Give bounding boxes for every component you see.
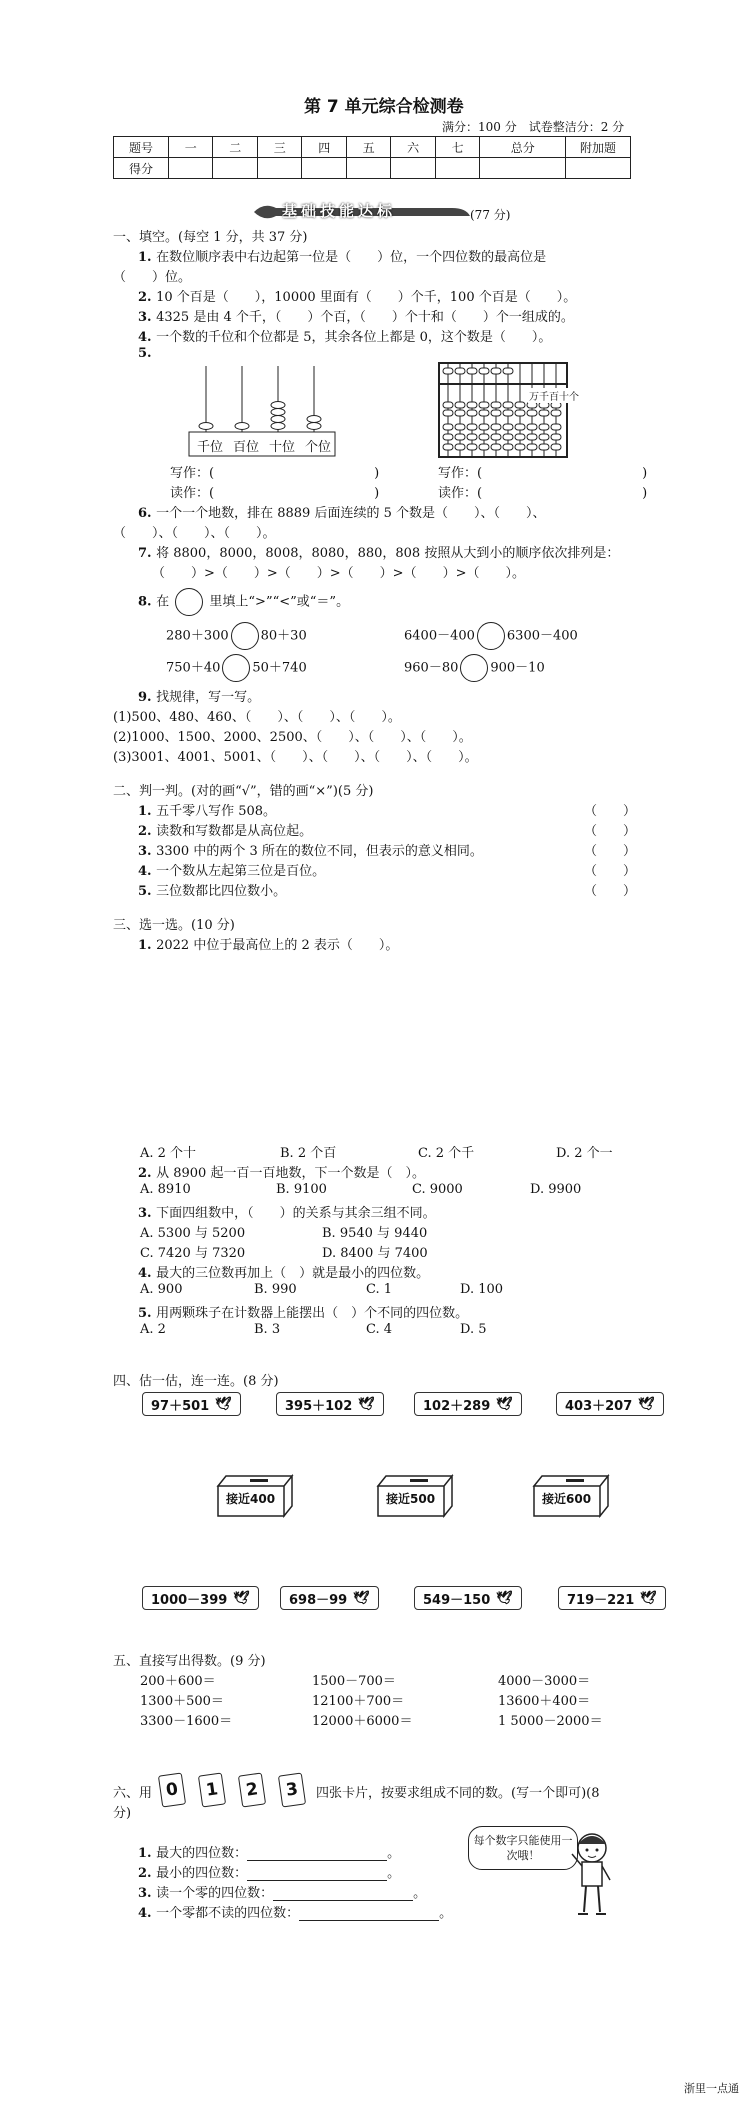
paren-close: ): [642, 466, 648, 481]
answer-line[interactable]: [273, 1886, 413, 1901]
judge-answer[interactable]: （ ）: [584, 804, 637, 819]
score-input-cell[interactable]: [302, 158, 346, 179]
calc-item[interactable]: 1500－700＝: [312, 1674, 396, 1689]
judge-item: 3300 中的两个 3 所在的数位不同，但表示的意义相同。: [156, 844, 483, 859]
score-table-cell: 题号: [114, 137, 169, 158]
banner-text: 基础技能达标: [282, 202, 397, 220]
choice-question: 下面四组数中，（ ）的关系与其余三组不同。: [156, 1206, 436, 1221]
counting-frame-label: 万: [529, 392, 539, 403]
paren-close: ): [642, 486, 648, 501]
question-number: 3.: [138, 1886, 157, 1901]
score-table-header-row: [114, 137, 631, 158]
page-title: 第 7 单元综合检测卷: [304, 97, 464, 117]
score-info: 满分：100 分 试卷整洁分：2 分: [442, 120, 625, 134]
q5-read-left: [170, 482, 379, 501]
choice-option[interactable]: D. 100: [460, 1282, 504, 1297]
estimate-ticket[interactable]: [276, 1392, 384, 1416]
card-question: 最大的四位数：: [156, 1846, 248, 1861]
estimate-ticket[interactable]: [142, 1392, 241, 1416]
score-input-cell[interactable]: [391, 158, 435, 179]
box-slot: [566, 1479, 584, 1482]
q5-write-right: [438, 462, 647, 481]
calc-item[interactable]: 1 5000－2000＝: [498, 1714, 603, 1729]
compare-right: 6300－400: [506, 628, 578, 644]
ticket-label: 395＋102: [285, 1398, 353, 1414]
dove-icon: 🕊: [215, 1396, 232, 1412]
compare-item: [404, 622, 578, 650]
compare-item: [166, 622, 307, 650]
compare-right: 80＋30: [260, 628, 307, 644]
speech-bubble: 每个数字只能使用一次哦！: [468, 1826, 578, 1870]
q1-text-cont: （ ）位。: [113, 270, 192, 285]
q3-text: 4325 是由 4 个千，（ ）个百，（ ）个十和（ ）个一组成的。: [156, 310, 574, 325]
question-number: 3.: [138, 310, 157, 325]
choice-option[interactable]: D. 9900: [530, 1182, 582, 1197]
counting-frame-label: 十: [559, 392, 569, 403]
question-number: 4.: [138, 864, 157, 879]
compare-left: 6400－400: [404, 628, 475, 644]
choice-option[interactable]: C. 9000: [412, 1182, 463, 1197]
section-1-heading: 一、填空。(每空 1 分，共 37 分): [113, 230, 308, 245]
q1-text: 在数位顺序表中右边起第一位是（ ）位，一个四位数的最高位是: [156, 250, 547, 265]
judge-answer[interactable]: （ ）: [584, 864, 637, 879]
q7-text: 将 8800，8000，8008，8080，880，808 按照从大到小的顺序依次排列是：: [156, 546, 620, 561]
compare-right: 900－10: [490, 660, 545, 676]
choice-option[interactable]: A. 5300 与 5200: [140, 1226, 246, 1241]
calc-item[interactable]: 13600＋400＝: [498, 1694, 591, 1709]
dove-icon: 🕊: [496, 1590, 513, 1606]
q5-write-left: [170, 462, 379, 481]
compare-circle-icon: [175, 588, 203, 616]
paren-close: ): [374, 466, 380, 481]
compare-left: 750＋40: [166, 660, 221, 676]
dove-icon: 🕊: [640, 1590, 657, 1606]
write-label: 写作：(: [170, 466, 215, 481]
abacus-bead: [307, 416, 321, 423]
score-table-cell: 总分: [480, 137, 566, 158]
judge-answer[interactable]: （ ）: [584, 844, 637, 859]
abacus-label: 百位: [232, 440, 259, 455]
choice-option[interactable]: C. 1: [366, 1282, 393, 1297]
judge-item: 一个数从左起第三位是百位。: [156, 864, 326, 879]
compare-right: 50＋740: [252, 660, 307, 676]
question-number: 4.: [138, 1266, 157, 1281]
judge-item: 三位数都比四位数小。: [156, 884, 287, 899]
question-number: 6.: [138, 506, 157, 521]
q4-text: 一个数的千位和个位都是 5，其余各位上都是 0，这个数是（ ）。: [156, 330, 552, 345]
question-number: 3.: [138, 1206, 157, 1221]
calc-item[interactable]: 3300－1600＝: [140, 1714, 233, 1729]
compare-circle[interactable]: [231, 622, 259, 650]
dove-icon: 🕊: [358, 1396, 375, 1412]
choice-question: 2022 中位于最高位上的 2 表示（ ）。: [156, 938, 399, 953]
counting-frame-beads: [443, 364, 561, 456]
question-number: 2.: [138, 1866, 157, 1881]
ticket-label: 97＋501: [151, 1398, 210, 1414]
section-2-heading: 二、判一判。(对的画“√”，错的画“×”)(5 分): [113, 784, 374, 799]
abacus-label: 十位: [268, 440, 295, 455]
q9-item: (2)1000、1500、2000、2500、（ ）、（ ）、（ ）。: [113, 730, 472, 745]
counting-frame-figure: [438, 362, 568, 458]
question-number: 9.: [138, 690, 157, 705]
choice-question: 从 8900 起一百一百地数，下一个数是（ ）。: [156, 1166, 425, 1181]
score-table-cell: 附加题: [566, 137, 631, 158]
digit-card: 0: [158, 1772, 186, 1807]
estimate-ticket[interactable]: [142, 1586, 259, 1610]
score-table-cell: 五: [346, 137, 390, 158]
paren-close: ): [374, 486, 380, 501]
calc-item[interactable]: 12000＋6000＝: [312, 1714, 413, 1729]
abacus-bead: [271, 402, 285, 409]
q9-text: 找规律，写一写。: [156, 690, 261, 705]
question-number: 4.: [138, 330, 157, 345]
ticket-label: 102＋289: [423, 1398, 491, 1414]
ticket-label: 1000－399: [151, 1592, 228, 1608]
answer-line[interactable]: [247, 1846, 387, 1861]
estimate-ticket[interactable]: [414, 1586, 522, 1610]
choice-option[interactable]: C. 2 个千: [418, 1146, 475, 1161]
score-input-cell[interactable]: [566, 158, 631, 179]
choice-option[interactable]: D. 8400 与 7400: [322, 1246, 428, 1261]
period: 。: [439, 1906, 453, 1921]
choice-option[interactable]: B. 3: [254, 1322, 281, 1337]
estimate-ticket[interactable]: [414, 1392, 522, 1416]
choice-option[interactable]: D. 5: [460, 1322, 487, 1337]
question-number: 3.: [138, 844, 157, 859]
target-box-label: 接近400: [226, 1492, 276, 1506]
section-4-heading: 四、估一估，连一连。(8 分): [113, 1374, 279, 1389]
counting-frame-label: 个: [569, 392, 579, 403]
q7-text-cont: （ ）>（ ）>（ ）>（ ）>（ ）>（ ）。: [152, 566, 525, 581]
choice-option[interactable]: D. 2 个一: [556, 1146, 613, 1161]
card-question: 最小的四位数：: [156, 1866, 248, 1881]
read-label: 读作：(: [438, 486, 483, 501]
read-label: 读作：(: [170, 486, 215, 501]
digit-card: 2: [238, 1772, 266, 1807]
score-table-cell: 四: [302, 137, 346, 158]
digit-card: 3: [278, 1772, 306, 1807]
abacus-bead: [307, 423, 321, 430]
choice-question: 最大的三位数再加上（ ）就是最小的四位数。: [156, 1266, 430, 1281]
question-number: 1.: [138, 804, 157, 819]
counting-frame-labels: [528, 388, 580, 403]
abacus-bead: [271, 416, 285, 423]
abacus-label: 千位: [196, 440, 223, 455]
abacus-bead: [271, 409, 285, 416]
child-figure-icon: [570, 1830, 614, 1920]
ticket-label: 549－150: [423, 1592, 491, 1608]
judge-item: 五千零八写作 508。: [156, 804, 277, 819]
q9-item: (3)3001、4001、5001、（ ）、（ ）、（ ）、（ ）。: [113, 750, 478, 765]
calc-item[interactable]: 1300＋500＝: [140, 1694, 224, 1709]
write-label: 写作：(: [438, 466, 483, 481]
question-number: 7.: [138, 546, 157, 561]
calc-item[interactable]: 4000－3000＝: [498, 1674, 591, 1689]
score-table-cell: 三: [257, 137, 301, 158]
q5-read-right: [438, 482, 647, 501]
q6-text-cont: （ ）、（ ）、（ ）。: [113, 526, 276, 541]
compare-left: 960－80: [404, 660, 459, 676]
section-6-heading-a: 六、用: [113, 1786, 153, 1801]
counting-frame-label: 百: [549, 392, 559, 403]
estimate-ticket[interactable]: [556, 1392, 664, 1416]
choice-question: 用两颗珠子在计数器上能摆出（ ）个不同的四位数。: [156, 1306, 469, 1321]
section-6-heading-c: 分): [113, 1806, 132, 1821]
score-table-cell: 七: [435, 137, 479, 158]
period: 。: [387, 1846, 401, 1861]
dove-icon: 🕊: [353, 1590, 370, 1606]
calc-item[interactable]: 12100＋700＝: [312, 1694, 405, 1709]
score-table-cell: 一: [169, 137, 213, 158]
abacus-bead: [271, 423, 285, 430]
box-slot: [250, 1479, 268, 1482]
digit-card: 1: [198, 1772, 226, 1807]
estimate-ticket[interactable]: [558, 1586, 666, 1610]
compare-circle[interactable]: [477, 622, 505, 650]
question-number: 5.: [138, 1306, 157, 1321]
box-slot: [410, 1479, 428, 1482]
score-input-cell[interactable]: [346, 158, 390, 179]
choice-option[interactable]: B. 9100: [276, 1182, 327, 1197]
choice-option[interactable]: B. 990: [254, 1282, 297, 1297]
judge-answer[interactable]: （ ）: [584, 884, 637, 899]
period: 。: [387, 1866, 401, 1881]
dove-icon: 🕊: [638, 1396, 655, 1412]
compare-left: 280＋300: [166, 628, 229, 644]
q2-text: 10 个百是（ ），10000 里面有（ ）个千，100 个百是（ ）。: [156, 290, 577, 305]
card-question: 读一个零的四位数：: [156, 1886, 274, 1901]
score-input-cell[interactable]: [480, 158, 566, 179]
ticket-label: 403＋207: [565, 1398, 633, 1414]
judge-item: 读数和写数都是从高位起。: [156, 824, 313, 839]
score-input-cell[interactable]: [257, 158, 301, 179]
q6-text: 一个一个地数，排在 8889 后面连续的 5 个数是（ ）、（ ）、: [156, 506, 546, 521]
question-number: 1.: [138, 938, 157, 953]
compare-item: [166, 654, 307, 682]
question-number: 5.: [138, 884, 157, 899]
question-number: 1.: [138, 1846, 157, 1861]
dove-icon: 🕊: [496, 1396, 513, 1412]
choice-option[interactable]: A. 8910: [140, 1182, 191, 1197]
section-5-heading: 五、直接写出得数。(9 分): [113, 1654, 266, 1669]
choice-option[interactable]: B. 9540 与 9440: [322, 1226, 428, 1241]
score-table-score-row: [114, 158, 631, 179]
choice-option[interactable]: B. 2 个百: [280, 1146, 337, 1161]
target-box-label: 接近600: [542, 1492, 592, 1506]
choice-option[interactable]: A. 900: [140, 1282, 183, 1297]
choice-option[interactable]: C. 7420 与 7320: [140, 1246, 246, 1261]
score-input-cell[interactable]: [213, 158, 257, 179]
score-table-cell: 二: [213, 137, 257, 158]
score-input-cell[interactable]: [169, 158, 213, 179]
counting-frame-label: 千: [539, 392, 549, 403]
abacus-bead: [235, 423, 249, 430]
period: 。: [413, 1886, 427, 1901]
score-input-cell[interactable]: [435, 158, 479, 179]
question-number: 8.: [138, 594, 157, 610]
abacus-labels: [192, 436, 336, 455]
ticket-label: 719－221: [567, 1592, 635, 1608]
score-table: [113, 136, 631, 179]
banner-points: (77 分): [470, 208, 511, 222]
section-3-heading: 三、选一选。(10 分): [113, 918, 235, 933]
q8-text-a: 在: [156, 594, 170, 610]
target-box-label: 接近500: [386, 1492, 436, 1506]
question-number: 2.: [138, 290, 157, 305]
answer-line[interactable]: [247, 1866, 387, 1881]
compare-item: [404, 654, 545, 682]
abacus-label: 个位: [304, 440, 331, 455]
ticket-label: 698－99: [289, 1592, 348, 1608]
abacus-bead: [199, 423, 213, 430]
choice-option[interactable]: C. 4: [366, 1322, 393, 1337]
compare-circle[interactable]: [460, 654, 488, 682]
card-question: 一个零都不读的四位数：: [156, 1906, 300, 1921]
question-number: 2.: [138, 1166, 157, 1181]
estimate-ticket[interactable]: [280, 1586, 379, 1610]
score-table-cell: 六: [391, 137, 435, 158]
question-number: 2.: [138, 824, 157, 839]
answer-line[interactable]: [299, 1906, 439, 1921]
footer-brand: 浙里一点通: [684, 2082, 739, 2095]
dove-icon: 🕊: [233, 1590, 250, 1606]
calc-item[interactable]: 200＋600＝: [140, 1674, 216, 1689]
choice-option[interactable]: A. 2: [140, 1322, 166, 1337]
question-number: 5.: [138, 346, 152, 361]
judge-answer[interactable]: （ ）: [584, 824, 637, 839]
score-table-cell: 得分: [114, 158, 169, 179]
q8-text-b: 里填上“>”“<”或“＝”。: [209, 594, 350, 610]
section-6-heading-b: 四张卡片，按要求组成不同的数。(写一个即可)(8: [316, 1786, 600, 1801]
question-number: 1.: [138, 250, 157, 265]
choice-option[interactable]: A. 2 个十: [140, 1146, 197, 1161]
question-number: 4.: [138, 1906, 157, 1921]
compare-circle[interactable]: [222, 654, 250, 682]
q9-item: (1)500、480、460、（ ）、（ ）、（ ）。: [113, 710, 401, 725]
